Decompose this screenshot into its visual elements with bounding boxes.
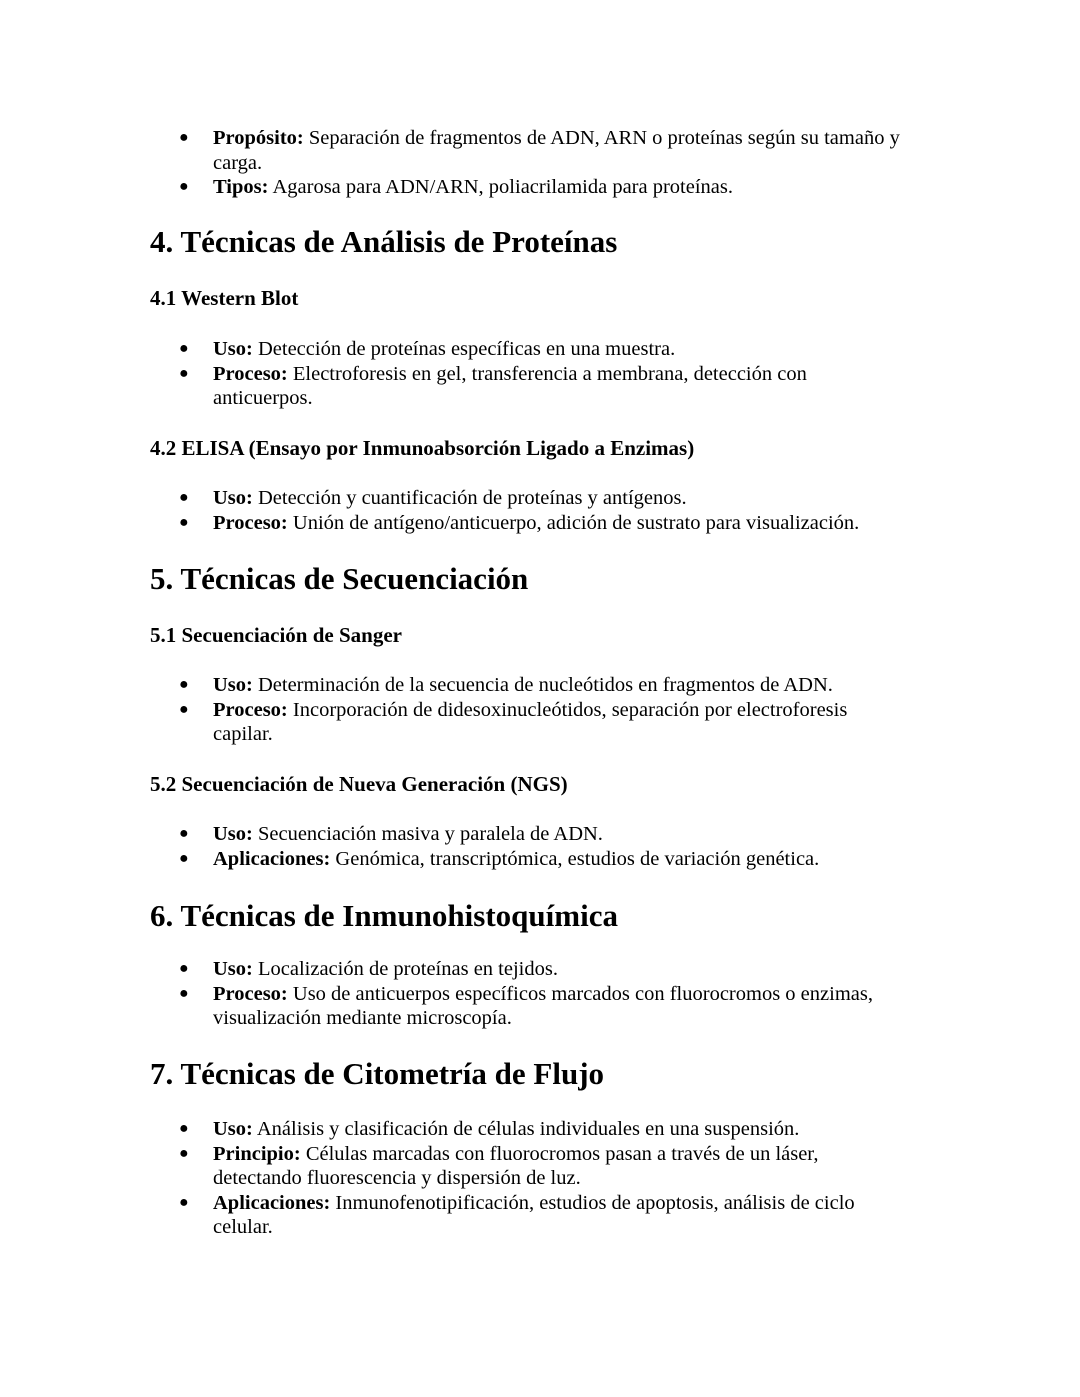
intro-list xyxy=(150,126,940,200)
list-item xyxy=(150,337,850,362)
list-item xyxy=(150,1117,895,1142)
item-term: Tipos: xyxy=(213,176,269,198)
item-term: Uso: xyxy=(213,1118,253,1140)
list-item xyxy=(150,822,950,847)
bullet-icon: ● xyxy=(179,364,189,382)
item-term: Proceso: xyxy=(213,362,288,385)
bullet-icon: ● xyxy=(179,825,189,842)
item-term: Propósito: xyxy=(213,127,304,149)
bullet-icon: ● xyxy=(179,849,189,867)
item-term: Uso: xyxy=(213,823,253,845)
bullet-icon: ● xyxy=(179,676,189,693)
item-text: Electroforesis en gel, transferencia a membrana, detección con anticuerpos. xyxy=(213,362,807,409)
section-7-list-block xyxy=(150,1117,895,1240)
bullet-icon: ● xyxy=(179,129,189,146)
section-4-2-list xyxy=(150,486,950,535)
section-7-list xyxy=(150,1117,895,1240)
bullet-icon: ● xyxy=(179,1144,189,1162)
item-text: Células marcadas con fluorocromos pasan a través de un láser, detectando fluorescencia y dispersión de luz. xyxy=(213,1142,819,1189)
list-item xyxy=(150,362,850,411)
section-7-title: 7. Técnicas de Citometría de Flujo xyxy=(150,1056,605,1091)
item-term: Principio: xyxy=(213,1142,301,1165)
section-4-2-heading-block xyxy=(150,435,950,461)
bullet-icon: ● xyxy=(179,513,189,531)
item-text: Uso de anticuerpos específicos marcados con fluorocromos o enzimas, visualización mediante microscopía. xyxy=(213,982,873,1029)
list-item xyxy=(150,847,950,872)
list-item xyxy=(150,175,940,200)
list-item xyxy=(150,486,950,511)
section-4-2-list-block xyxy=(150,486,950,535)
item-text: Agarosa para ADN/ARN, poliacrilamida para proteínas. xyxy=(268,176,733,198)
item-term: Uso: xyxy=(213,958,253,980)
item-term: Proceso: xyxy=(213,698,288,721)
item-term: Proceso: xyxy=(213,982,288,1005)
item-term: Aplicaciones: xyxy=(213,847,331,870)
section-6-title: 6. Técnicas de Inmunohistoquímica xyxy=(150,898,618,933)
section-4-1-title: 4.1 Western Blot xyxy=(150,286,299,310)
section-6-list-block xyxy=(150,957,920,1031)
bullet-icon: ● xyxy=(179,1120,189,1137)
section-5-heading-block xyxy=(150,561,950,597)
item-term: Proceso: xyxy=(213,511,288,534)
bullet-icon: ● xyxy=(179,960,189,977)
section-5-2-list-block xyxy=(150,822,950,871)
item-text: Genómica, transcriptómica, estudios de variación genética. xyxy=(330,847,820,870)
bullet-icon: ● xyxy=(179,1193,189,1211)
item-text: Detección y cuantificación de proteínas y antígenos. xyxy=(252,487,687,509)
bullet-icon: ● xyxy=(179,489,189,506)
section-5-1-title: 5.1 Secuenciación de Sanger xyxy=(150,623,402,647)
list-item xyxy=(150,1142,895,1191)
item-term: Uso: xyxy=(213,338,253,360)
item-text: Análisis y clasificación de células individuales en una suspensión. xyxy=(252,1118,800,1140)
item-term: Aplicaciones: xyxy=(213,1191,331,1214)
item-text: Inmunofenotipificación, estudios de apoptosis, análisis de ciclo celular. xyxy=(213,1191,855,1238)
item-text: Incorporación de didesoxinucleótidos, separación por electroforesis capilar. xyxy=(213,698,848,745)
section-5-1-list xyxy=(150,673,890,747)
bullet-icon: ● xyxy=(179,700,189,718)
list-item xyxy=(150,126,940,175)
section-5-title: 5. Técnicas de Secuenciación xyxy=(150,561,529,596)
section-4-1-list xyxy=(150,337,850,411)
section-4-title: 4. Técnicas de Análisis de Proteínas xyxy=(150,224,618,259)
item-term: Uso: xyxy=(213,487,253,509)
list-item xyxy=(150,1191,895,1240)
item-text: Localización de proteínas en tejidos. xyxy=(252,958,558,980)
section-5-1-heading-block xyxy=(150,622,950,648)
bullet-icon: ● xyxy=(179,340,189,357)
list-item xyxy=(150,698,890,747)
section-5-2-heading-block xyxy=(150,771,950,797)
item-text: Separación de fragmentos de ADN, ARN o proteínas según su tamaño y carga. xyxy=(213,127,900,174)
section-5-2-list xyxy=(150,822,950,871)
list-item xyxy=(150,957,920,982)
item-text: Unión de antígeno/anticuerpo, adición de sustrato para visualización. xyxy=(287,511,860,534)
section-6-heading-block xyxy=(150,898,950,934)
section-7-heading-block xyxy=(150,1056,950,1092)
section-4-heading-block xyxy=(150,224,950,260)
item-text: Detección de proteínas específicas en una muestra. xyxy=(252,338,676,360)
list-item xyxy=(150,511,950,536)
section-4-2-title: 4.2 ELISA (Ensayo por Inmunoabsorción Ligado a Enzimas) xyxy=(150,436,695,460)
item-text: Determinación de la secuencia de nucleótidos en fragmentos de ADN. xyxy=(252,674,833,696)
section-6-list xyxy=(150,957,920,1031)
section-4-1-heading-block xyxy=(150,285,950,311)
bullet-icon: ● xyxy=(179,178,189,195)
section-5-1-list-block xyxy=(150,673,890,747)
item-text: Secuenciación masiva y paralela de ADN. xyxy=(252,823,603,845)
intro-list-block xyxy=(150,126,940,200)
list-item xyxy=(150,673,890,698)
bullet-icon: ● xyxy=(179,984,189,1002)
item-term: Uso: xyxy=(213,674,253,696)
section-5-2-title: 5.2 Secuenciación de Nueva Generación (NGS) xyxy=(150,772,568,796)
list-item xyxy=(150,982,920,1031)
section-4-1-list-block xyxy=(150,337,850,411)
